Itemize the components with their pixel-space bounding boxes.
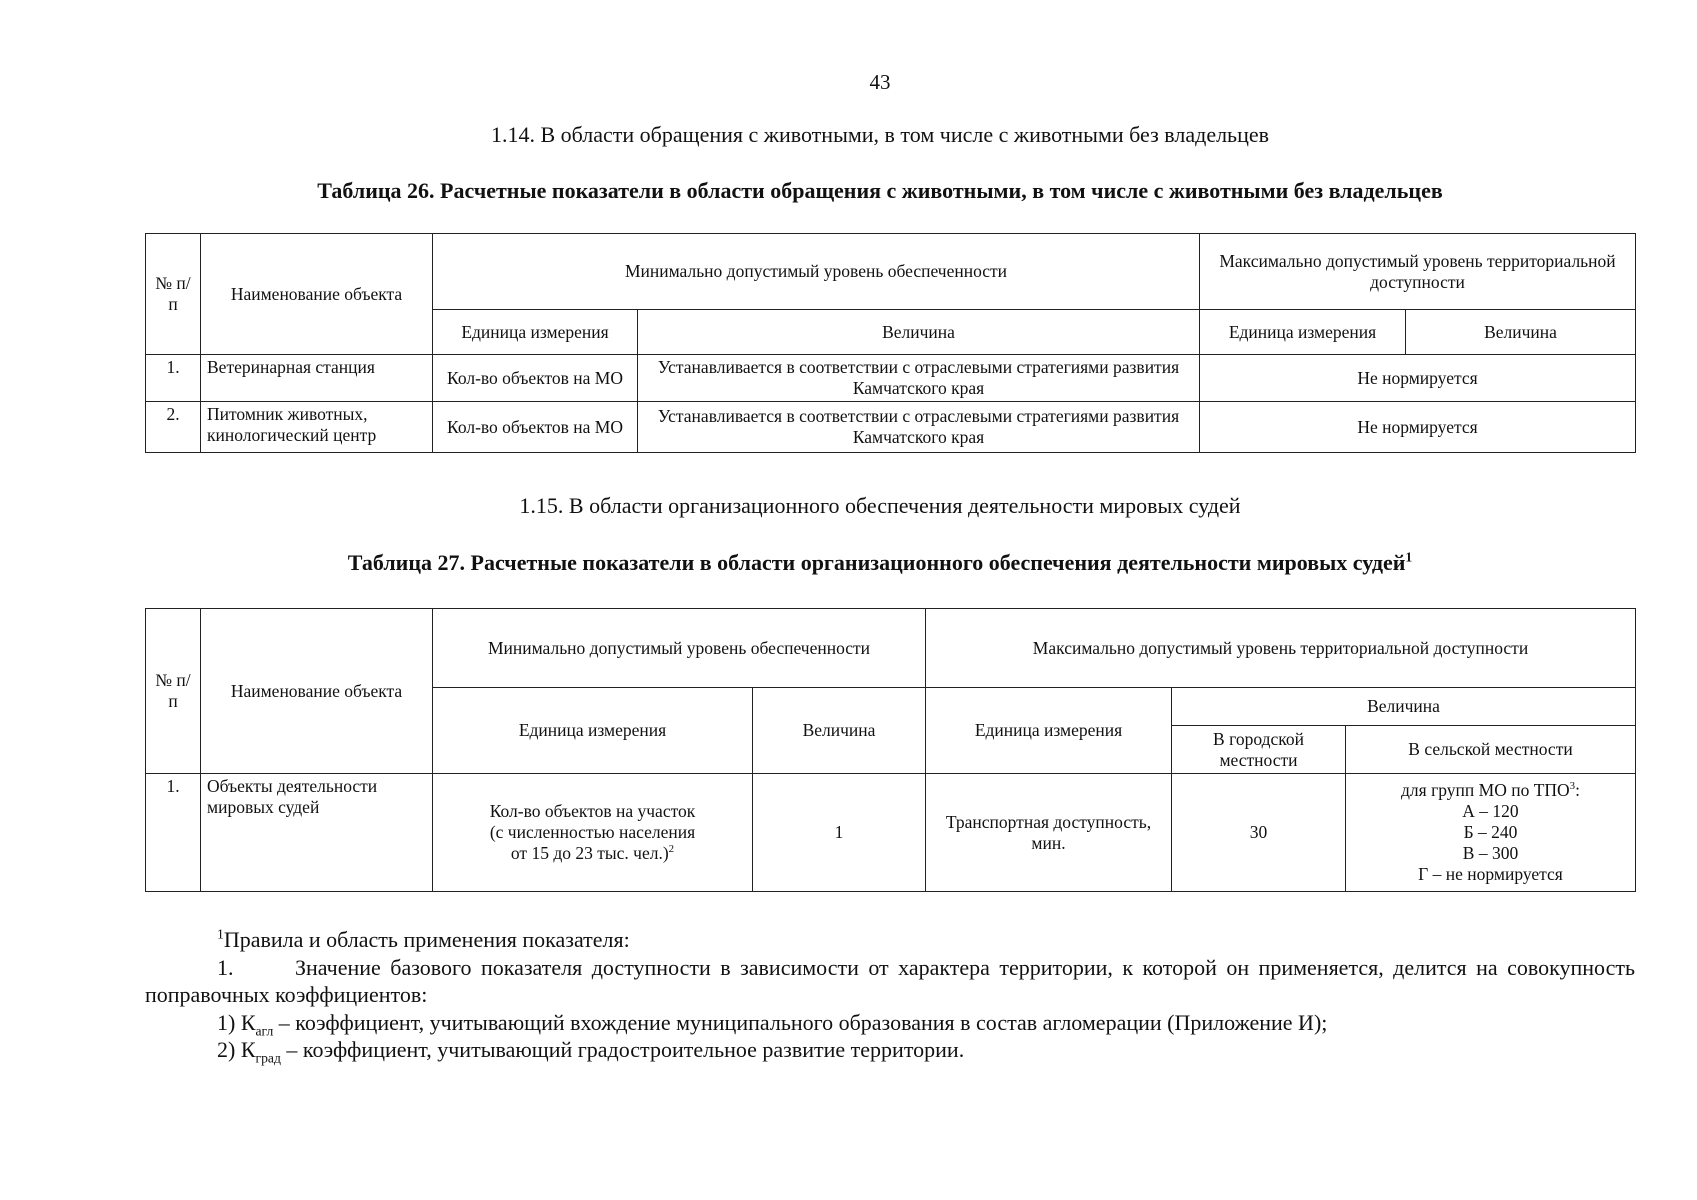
header-min-value: Величина [638,310,1200,355]
footnote-item-2-prefix: 1) К [217,1009,256,1035]
header-max-group: Максимально допустимый уровень территориальной доступности [926,609,1636,688]
header-min-group: Минимально допустимый уровень обеспеченности [433,609,926,688]
row-max-unit: Транспортная доступность, мин. [926,774,1172,892]
row-max: Не нормируется [1200,355,1636,402]
footnote-item-2-sub: агл [255,1022,274,1038]
row-num: 2. [146,402,201,453]
row-num: 1. [146,355,201,402]
row-unit-line-3: от 15 до 23 тыс. чел.) [510,843,669,863]
row-rural-head-tail: : [1575,780,1580,800]
row-unit-line-2: (с численностью населения [489,822,696,842]
footnote-ref-1: 1 [1405,549,1413,565]
row-name: Ветеринарная станция [201,355,433,402]
table-27-caption [0,550,1697,576]
table-26-caption: Таблица 26. Расчетные показатели в области обращения с животными, в том числе с животными без владельцев [317,178,1443,203]
footnote-ref-2: 2 [668,843,675,856]
header-max-group: Максимально допустимый уровень территориальной доступности [1200,234,1636,310]
footnote-item-1 [145,954,1635,1009]
footnote-item-2-text: – коэффициент, учитывающий вхождение муниципального образования в состав агломерации (Приложение И); [273,1009,1328,1035]
row-unit: Кол-во объектов на МО [433,402,638,453]
footnote-ref-3: 3 [1569,780,1576,793]
table-row [146,774,1636,892]
header-min-value: Величина [753,688,926,774]
row-name: Объекты деятельности мировых судей [201,774,433,892]
header-min-unit: Единица измерения [433,310,638,355]
row-rural-a: А – 120 [1462,801,1519,821]
row-max: Не нормируется [1200,402,1636,453]
row-unit-line-1: Кол-во объектов на участок [489,801,696,821]
row-rural-g: Г – не нормируется [1418,864,1563,884]
footnote-item-2 [145,1009,1635,1037]
row-name: Питомник животных, кинологический центр [201,402,433,453]
row-num: 1. [146,774,201,892]
row-rural-head [1352,780,1629,801]
row-unit [433,774,753,892]
header-max-unit: Единица измерения [1200,310,1406,355]
footnote-item-3-text: – коэффициент, учитывающий градостроительное развитие территории. [280,1037,965,1062]
header-max-value: Величина [1172,688,1636,726]
footnote-item-1-text: Значение базового показателя доступности в зависимости от характера территории, к которой он применяется, делится на совокупность поправочных коэффициентов: [145,954,1635,1007]
header-num: № п/п [146,609,201,774]
header-rural: В сельской местности [1346,726,1636,774]
footnote-marker: 1 [217,926,224,942]
footnotes [145,926,1635,1064]
row-unit-line-3-wrap [439,843,746,864]
header-max-value: Величина [1406,310,1636,355]
row-rural-v: В – 300 [1462,843,1519,863]
section-heading-1-14: 1.14. В области обращения с животными, в том числе с животными без владельцев [490,122,1270,147]
footnote-item-1-num: 1. [217,954,234,980]
header-max-unit: Единица измерения [926,688,1172,774]
footnote-intro [145,926,1635,954]
row-rural-head-text: для групп МО по ТПО [1401,780,1570,800]
table-27-caption-text: Таблица 27. Расчетные показатели в области организационного обеспечения деятельности мировых судей [347,550,1406,575]
header-name: Наименование объекта [201,609,433,774]
row-rural [1346,774,1636,892]
header-num: № п/п [146,234,201,355]
table-26 [145,233,1636,453]
section-heading-1-15: 1.15. В области организационного обеспечения деятельности мировых судей [519,493,1241,518]
table-row [146,355,1636,402]
footnote-item-3-prefix: 2) К [217,1037,256,1062]
row-rural-b: Б – 240 [1463,822,1518,842]
footnote-intro-text: Правила и область применения показателя: [223,927,630,952]
table-27 [145,608,1636,892]
row-unit: Кол-во объектов на МО [433,355,638,402]
footnote-item-3-sub: град [255,1050,281,1066]
header-min-unit: Единица измерения [433,688,753,774]
header-urban: В городской местности [1172,726,1346,774]
row-value: 1 [753,774,926,892]
footnote-item-3 [145,1036,1635,1064]
table-row [146,402,1636,453]
row-value: Устанавливается в соответствии с отраслевыми стратегиями развития Камчатского края [638,355,1200,402]
header-min-group: Минимально допустимый уровень обеспеченности [433,234,1200,310]
row-urban: 30 [1172,774,1346,892]
row-value: Устанавливается в соответствии с отраслевыми стратегиями развития Камчатского края [638,402,1200,453]
header-name: Наименование объекта [201,234,433,355]
page-number: 43 [869,70,891,94]
